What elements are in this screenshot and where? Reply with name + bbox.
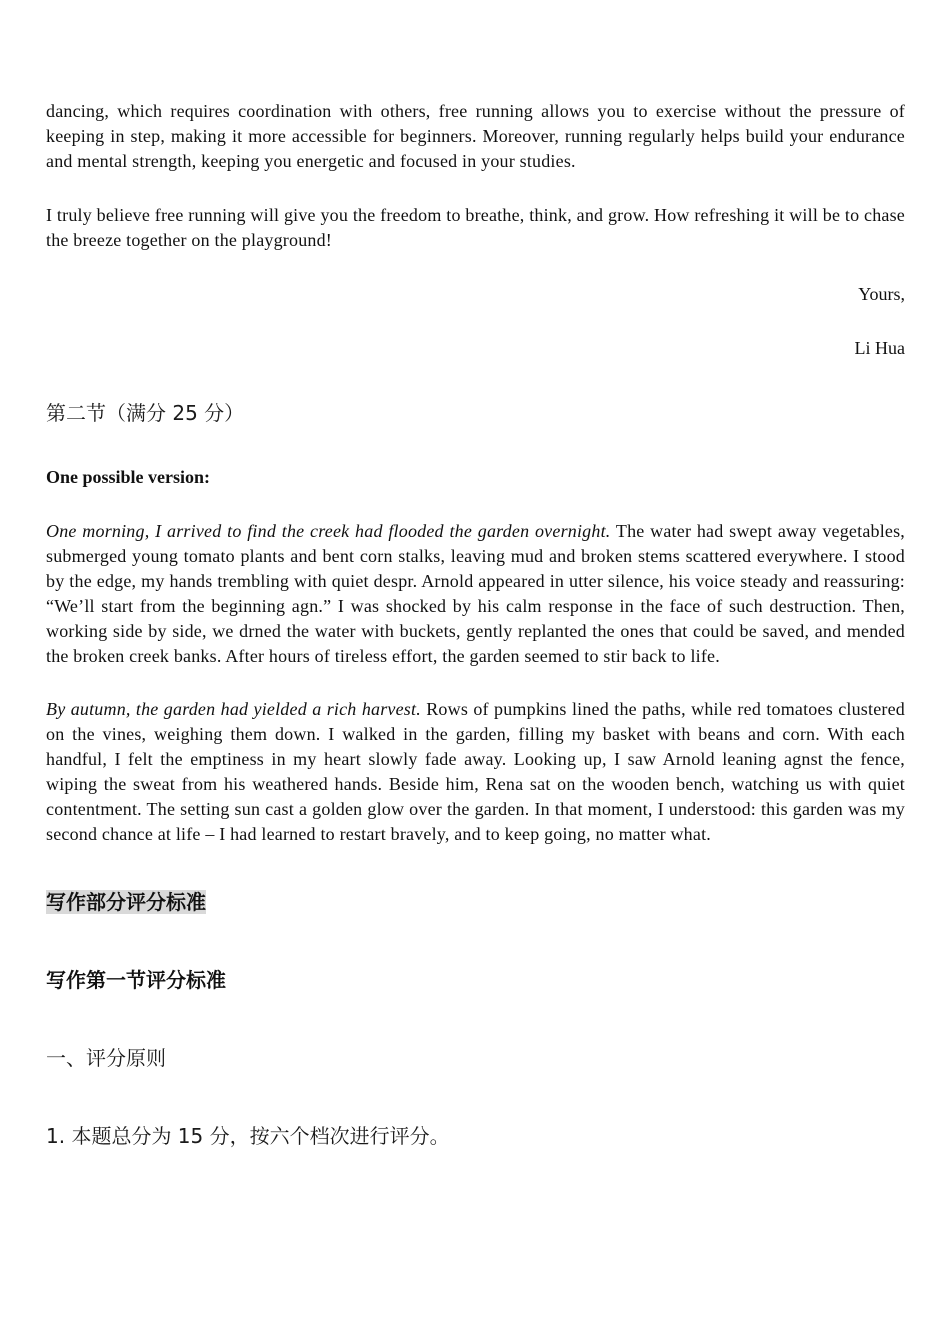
story-paragraph-2 xyxy=(46,697,905,847)
principles-heading: 一、评分原则 xyxy=(46,1046,166,1070)
story-paragraph-1-body: The water had swept away vegetables, submerged young tomato plants and bent corn stalks, leaving mud and broken stems scattered everywhere. I stood by the edge, my hands trembling with quiet despr. Arnold appeared in utter silence, his voice steady and reassuring: “We’ll start from the beginning agn.” I was shocked by his calm response in the face of such destruction. Then, working side by side, we drned the water with buckets, gently replanted the ones that could be saved, and mended the broken creek banks. After hours of tireless effort, the garden seemed to stir back to life. xyxy=(46,521,905,666)
story-paragraph-2-body: Rows of pumpkins lined the paths, while red tomatoes clustered on the vines, weighing them down. I walked in the garden, filling my basket with beans and corn. With each handful, I felt the emptiness in my heart slowly fade away. Looking up, I saw Arnold leaning agnst the fence, wiping the sweat from his weathered hands. Beside him, Rena sat on the wooden bench, watching us with quiet contentment. The setting sun cast a golden glow over the garden. In that moment, I understood: this garden was my second chance at life – I had learned to restart bravely, and to keep going, no matter what. xyxy=(46,699,905,844)
section-2-heading: 第二节（满分 25 分） xyxy=(46,401,245,425)
story-paragraph-2-lead: By autumn, the garden had yielded a rich harvest. xyxy=(46,699,421,719)
letter-signature: Li Hua xyxy=(854,338,905,358)
story-paragraph-1 xyxy=(46,519,905,669)
section-1-criteria-title: 写作第一节评分标准 xyxy=(46,968,226,992)
letter-paragraph-2: I truly believe free running will give you the freedom to breathe, think, and grow. How refreshing it will be to chase the breeze together on the playground! xyxy=(46,205,905,250)
letter-paragraph-1: dancing, which requires coordination with others, free running allows you to exercise without the pressure of keeping in step, making it more accessible for beginners. Moreover, running regularly helps build your endurance and mental strength, keeping you energetic and focused in your studies. xyxy=(46,101,905,171)
criteria-title-highlight: 写作部分评分标准 xyxy=(46,890,206,914)
letter-closing: Yours, xyxy=(858,284,905,304)
story-paragraph-1-lead: One morning, I arrived to find the creek had flooded the garden overnight. xyxy=(46,521,611,541)
document-page xyxy=(46,99,905,1150)
criteria-item-1: 1. 本题总分为 15 分，按六个档次进行评分。 xyxy=(46,1124,450,1148)
version-label: One possible version: xyxy=(46,467,211,487)
criteria-title xyxy=(46,888,905,916)
